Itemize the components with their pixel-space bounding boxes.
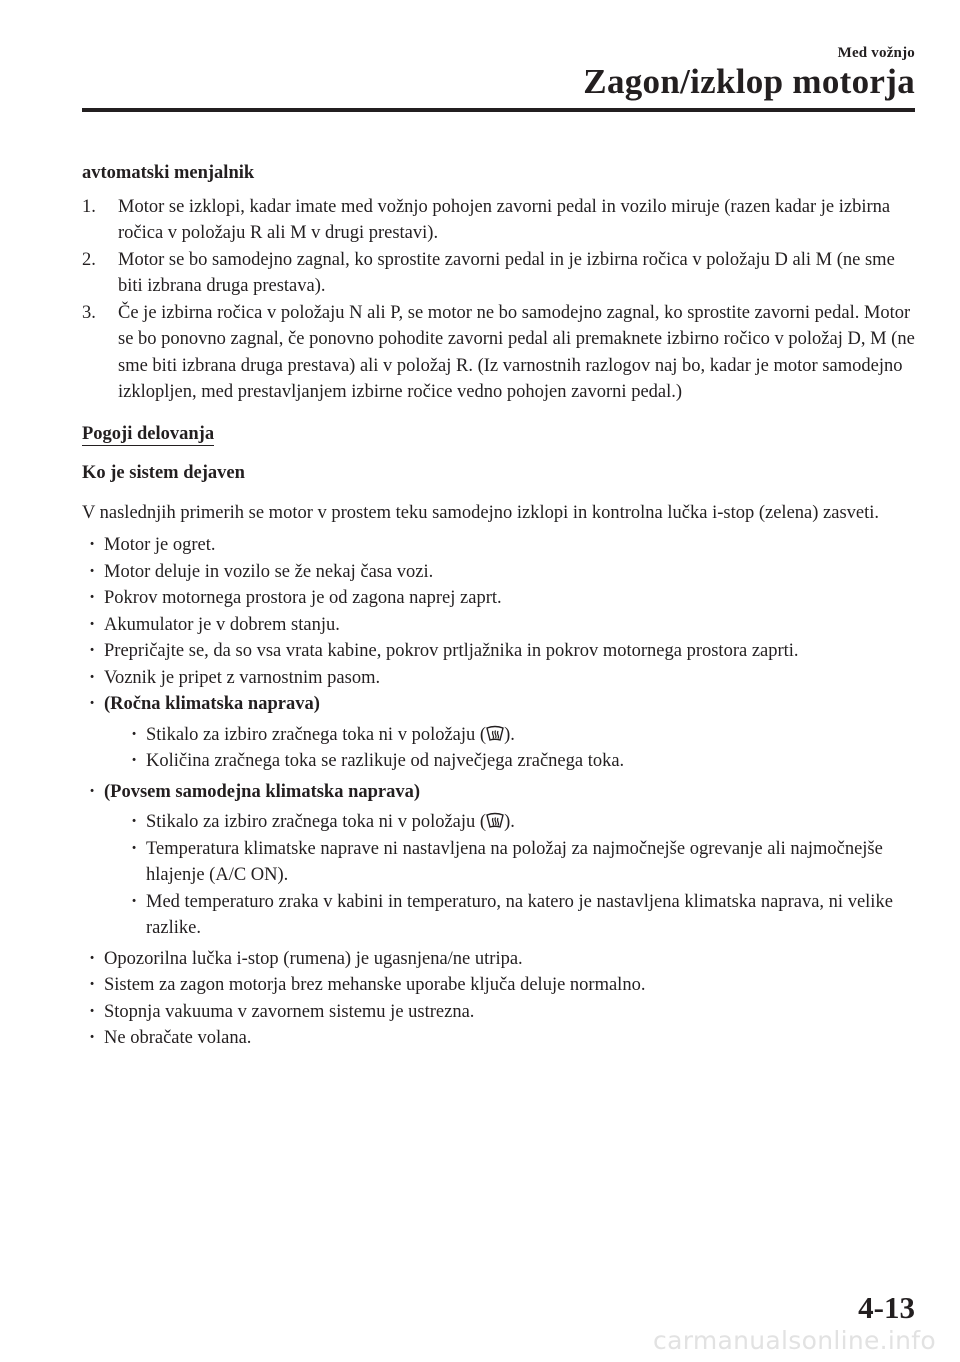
- list-item: · Ne obračate volana.: [82, 1025, 922, 1052]
- list-item: · Opozorilna lučka i-stop (rumena) je ugasnjena/ne utripa.: [82, 946, 922, 973]
- conditions-title: Pogoji delovanja: [82, 423, 215, 444]
- list-item: · Količina zračnega toka se razlikuje od največjega zračnega toka.: [124, 748, 922, 775]
- step-number: 1.: [82, 196, 96, 217]
- list-item: · Med temperaturo zraka v kabini in temperaturo, na katero je nastavljena klimatska naprava, ni velike razlike.: [124, 889, 922, 942]
- windshield-defroster-icon: [486, 812, 504, 829]
- switch-text: Stikalo za izbiro zračnega toka ni v položaju (: [146, 724, 487, 745]
- page-number: 4-13: [858, 1290, 915, 1325]
- page-title: Zagon/izklop motorja: [583, 62, 915, 101]
- auto-ac-label: (Povsem samodejna klimatska naprava): [104, 781, 421, 802]
- conditions-list: [82, 532, 922, 1052]
- step-item: [82, 247, 922, 300]
- list-item: · Temperatura klimatske naprave ni nastavljena na položaj za najmočnejše ogrevanje ali najmočnejše hlajenje (A/C ON).: [124, 836, 922, 889]
- manual-ac-label: (Ročna klimatska naprava): [104, 694, 320, 714]
- header-rule: [82, 108, 915, 112]
- step-item: [82, 300, 922, 406]
- step-number: 3.: [82, 302, 96, 323]
- list-item: · Motor je ogret.: [82, 532, 922, 559]
- step-text: Če je izbirna ročica v položaju N ali P, se motor ne bo samodejno zagnal, ko sprostite zavorni pedal. Motor se bo ponovno zagnal, če ponovno pohodite zavorni pedal ali premaknete izbirno ročico v položaj D, M (ne sme biti izbrana druga prestava) ali v položaj R. (Iz varnostnih razlogov naj bo, kadar je motor samodejno izklopljen, med prestavljanjem izbirne ročice vedno pohojen zavorni pedal.): [118, 302, 915, 402]
- conditions-intro: V naslednjih primerih se motor v prostem teku samodejno izklopi in kontrolna lučka i-stop (zelena) zasveti.: [82, 502, 880, 523]
- list-item: · Stopnja vakuuma v zavornem sistemu je ustrezna.: [82, 999, 922, 1026]
- list-item: · Prepričajte se, da so vsa vrata kabine, pokrov prtljažnika in pokrov motornega prostora zaprti.: [82, 638, 922, 665]
- list-item: [124, 722, 922, 749]
- watermark: carmanualsonline.info: [653, 1326, 936, 1355]
- switch-text-end: ).: [504, 812, 515, 832]
- list-item: · Akumulator je v dobrem stanju.: [82, 612, 922, 639]
- step-text: Motor se izklopi, kadar imate med vožnjo pohojen zavorni pedal in vozilo miruje (razen kadar je izbirna ročica v položaju R ali M v drugi prestavi).: [118, 196, 891, 243]
- list-item: [82, 779, 922, 942]
- list-item: [82, 691, 922, 775]
- transmission-steps: [82, 194, 922, 406]
- windshield-defroster-icon: [486, 725, 504, 742]
- step-number: 2.: [82, 249, 96, 270]
- page-content: [82, 160, 922, 1052]
- step-item: [82, 194, 922, 247]
- conditions-subheading: Ko je sistem dejaven: [82, 463, 245, 483]
- list-item: · Pokrov motornega prostora je od zagona naprej zaprt.: [82, 585, 922, 612]
- step-text: Motor se bo samodejno zagnal, ko sprostite zavorni pedal in je izbirna ročica v položaju D ali M (ne sme biti izbrana druga prestava).: [118, 249, 895, 296]
- auto-ac-sublist: [124, 809, 922, 942]
- list-item: · Voznik je pripet z varnostnim pasom.: [82, 665, 922, 692]
- transmission-heading: avtomatski menjalnik: [82, 163, 255, 183]
- list-item: [124, 809, 922, 836]
- manual-ac-sublist: [124, 722, 922, 775]
- list-item: · Sistem za zagon motorja brez mehanske uporabe ključa deluje normalno.: [82, 972, 922, 999]
- switch-text-end: ).: [504, 724, 515, 745]
- list-item: · Motor deluje in vozilo se že nekaj časa vozi.: [82, 559, 922, 586]
- switch-text: Stikalo za izbiro zračnega toka ni v položaju (: [146, 812, 487, 832]
- section-label: Med vožnjo: [837, 45, 915, 61]
